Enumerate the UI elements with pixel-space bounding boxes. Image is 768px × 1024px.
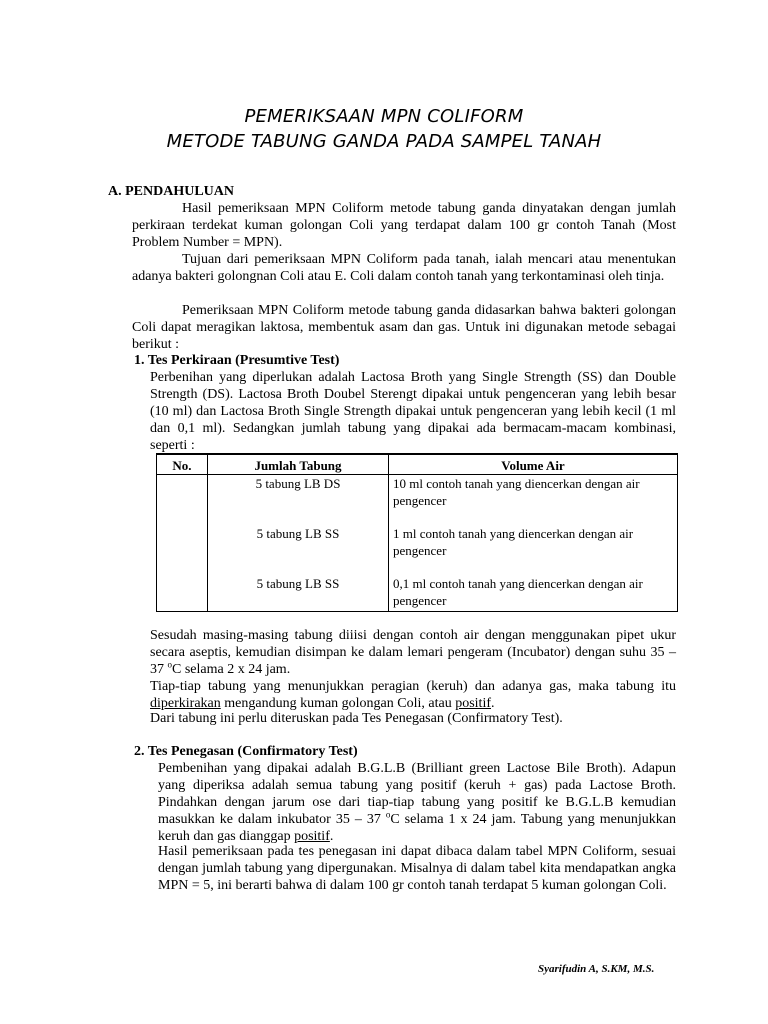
underlined-positif-2: positif — [294, 829, 330, 844]
step2-text-c: . — [329, 829, 334, 844]
step1-after-paragraph-3: Dari tabung ini perlu diteruskan pada Tes Penegasan (Confirmatory Test). — [150, 711, 563, 726]
author-footer: Syarifudin A, S.KM, M.S. — [538, 963, 655, 975]
paragraph-intro-1: Hasil pemeriksaan MPN Coliform metode tabung ganda dinyatakan dengan jumlah perkiraan terdekat kuman golongan Coli yang terdapat dalam 100 gr contoh Tanah (Most Problem Number = MPN). — [132, 201, 676, 250]
underlined-diperkirakan: diperkirakan — [150, 696, 221, 711]
step1-after-text-b1: Tiap-tiap tabung yang menunjukkan peragian (keruh) dan adanya gas, maka tabung itu — [150, 679, 676, 694]
step2-text-b: C selama 1 x 24 jam. Tabung yang menunjukkan keruh dan gas dianggap — [158, 812, 676, 844]
volume-row-1: 10 ml contoh tanah yang diencerkan dengan air pengencer — [393, 476, 640, 508]
header-no: No. — [157, 454, 208, 475]
step1-after-text-a: Sesudah masing-masing tabung diiisi dengan contoh air dengan menggunakan pipet ukur secara aseptis, kemudian disimpan ke dalam lemari pengeram (Incubator) dengan suhu 35 – 37 — [150, 628, 676, 677]
step1-after-text-b3: . — [491, 696, 495, 711]
jumlah-row-2: 5 tabung LB SS — [256, 526, 340, 541]
title-line-2: METODE TABUNG GANDA PADA SAMPEL TANAH — [166, 131, 602, 152]
step2-text-a: Pembenihan yang dipakai adalah B.G.L.B (Brilliant green Lactose Bile Broth). Adapun yang diperiksa adalah semua tabung yang positif (keruh + gas) pada Lactose Broth. Pindahkan dengan jarum ose dari tiap-tiap tabung yang positif ke B.G.L.B kemudian masukkan ke dalam inkubator 35 – 37 — [158, 761, 676, 827]
underlined-positif: positif — [455, 696, 491, 711]
step2-paragraph-1 — [158, 760, 676, 845]
degree-sup: o — [167, 659, 172, 670]
step2-paragraph-2: Hasil pemeriksaan pada tes penegasan ini dapat dibaca dalam tabel MPN Coliform, sesuai dengan jumlah tabung yang dipergunakan. Misalnya di dalam tabel kita mendapatkan angka MPN = 5, ini berarti bahwa di dalam 100 gr contoh tanah terdapat 5 kuman golongan Coli. — [158, 844, 676, 893]
cell-volume — [389, 475, 678, 612]
jumlah-row-1: 5 tabung LB DS — [255, 476, 341, 491]
step1-heading: 1. Tes Perkiraan (Presumtive Test) — [134, 353, 340, 368]
cell-jumlah — [208, 475, 389, 612]
section-heading-pendahuluan: A. PENDAHULUAN — [108, 184, 234, 199]
table-row — [157, 475, 678, 612]
volume-row-2: 1 ml contoh tanah yang diencerkan dengan air pengencer — [393, 526, 634, 558]
table-header-row — [157, 454, 678, 475]
step1-intro: Perbenihan yang diperlukan adalah Lactosa Broth yang Single Strength (SS) dan Double Strength (DS). Lactosa Broth Doubel Sterengt dipakai untuk pengenceran yang lebih besar (10 ml) dan Lactosa Broth Single Strength dipakai untuk pengenceran yang lebih kecil (1 ml dan 0,1 ml). Sedangkan jumlah tabung yang dipakai ada bermacam-macam kombinasi, seperti : — [150, 370, 676, 453]
step1-after-text-a-end: C selama 2 x 24 jam. — [172, 662, 291, 677]
step2-heading: 2. Tes Penegasan (Confirmatory Test) — [134, 744, 358, 759]
degree-sup-2: o — [385, 809, 391, 820]
step1-after-text-b2: mengandung kuman golongan Coli, atau — [220, 696, 456, 711]
cell-no — [157, 475, 208, 612]
step1-after-paragraph-1 — [150, 627, 676, 678]
paragraph-intro-2: Tujuan dari pemeriksaan MPN Coliform pada tanah, ialah mencari atau menentukan adanya bakteri golongnan Coli atau E. Coli dalam contoh tanah yang terkontaminasi oleh tinja. — [132, 252, 676, 284]
paragraph-intro-3: Pemeriksaan MPN Coliform metode tabung ganda didasarkan bahwa bakteri golongan Coli dapat meragikan laktosa, membentuk asam dan gas. Untuk ini digunakan metode sebagai berikut : — [132, 303, 676, 352]
title-line-1: PEMERIKSAAN MPN COLIFORM — [244, 106, 524, 127]
header-jumlah-tabung: Jumlah Tabung — [208, 454, 389, 475]
jumlah-row-3: 5 tabung LB SS — [256, 576, 340, 591]
header-volume-air: Volume Air — [389, 454, 678, 475]
volume-row-3: 0,1 ml contoh tanah yang diencerkan dengan air pengencer — [393, 576, 643, 608]
step1-after-paragraph-2 — [150, 678, 676, 712]
volume-table — [156, 453, 678, 612]
